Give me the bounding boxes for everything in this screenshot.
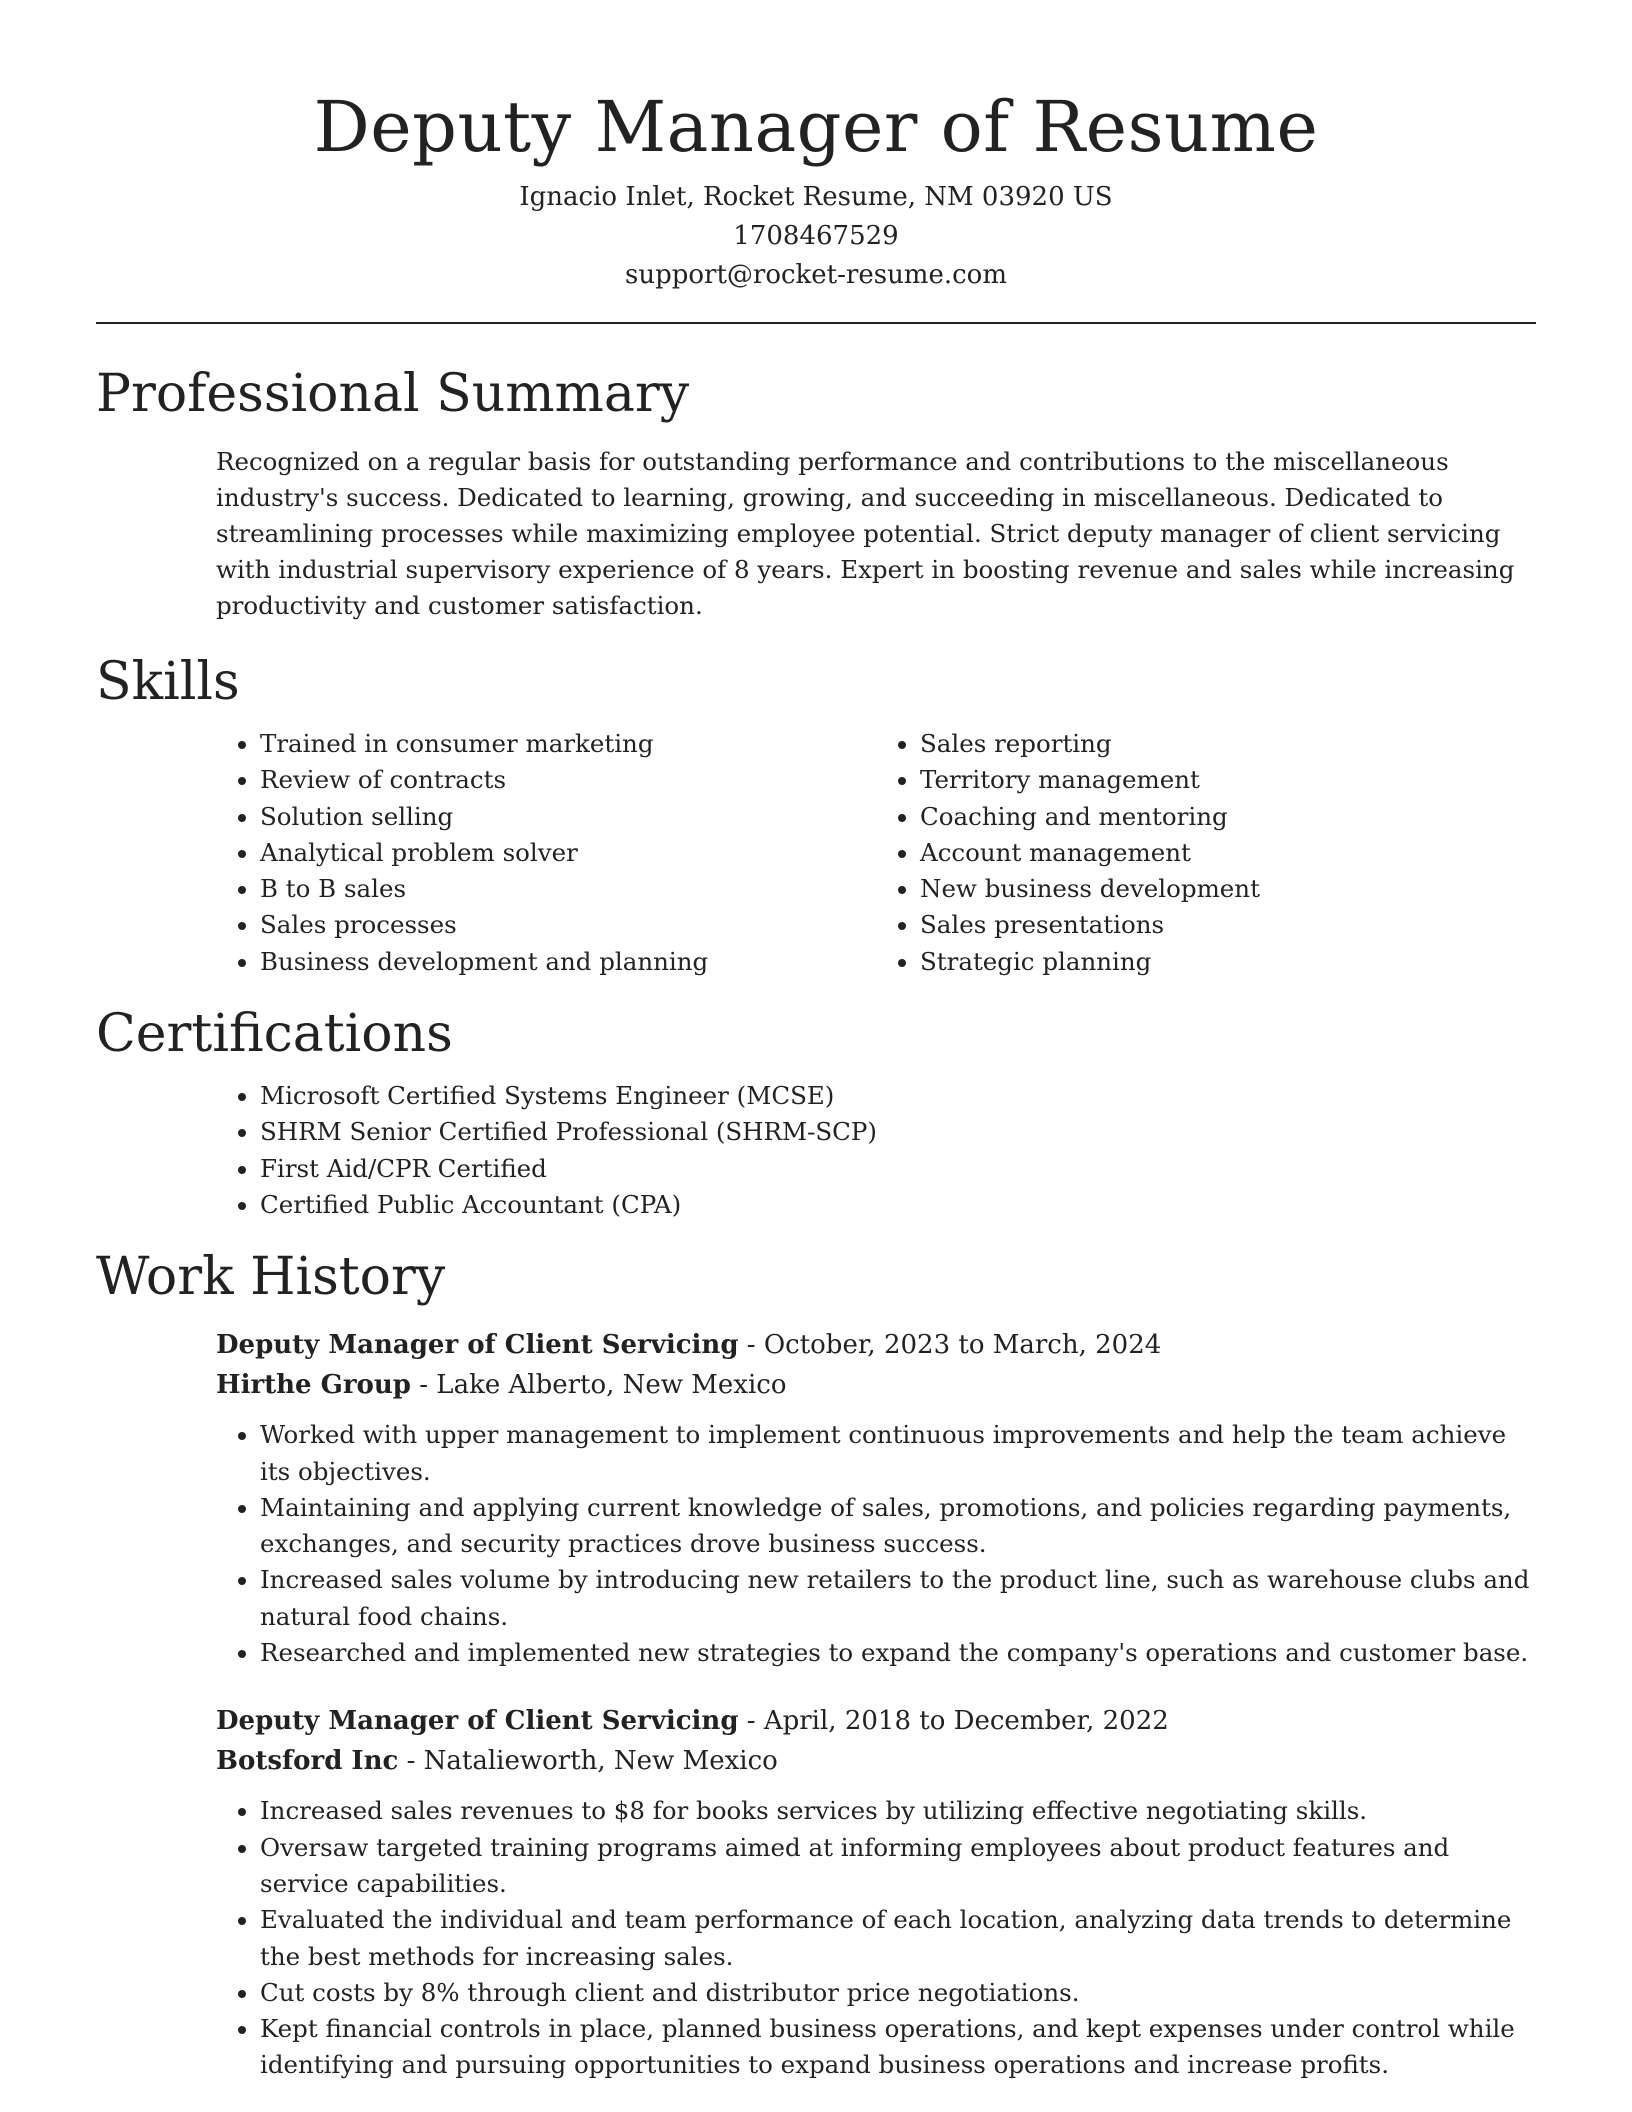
job-bullet: • Evaluated the individual and team performance of each location, analyzing data trends to determine the best methods for increasing sales. — [260, 1902, 1536, 1975]
job-company-line — [216, 1741, 1536, 1781]
skills-columns — [216, 726, 1536, 980]
resume-name: Deputy Manager of Resume — [313, 86, 1319, 168]
skill-item: • Analytical problem solver — [260, 835, 876, 871]
contact-phone: 1708467529 — [733, 221, 899, 251]
skill-item: • Strategic planning — [920, 944, 1536, 980]
certification-item: • SHRM Senior Certified Professional (SHRM-SCP) — [260, 1114, 1536, 1150]
job-location: - Natalieworth, New Mexico — [398, 1746, 778, 1777]
certification-item: • Certified Public Accountant (CPA) — [260, 1187, 1536, 1223]
job-entry — [216, 1701, 1536, 2083]
skill-item: • Sales presentations — [920, 907, 1536, 943]
contact-email: support@rocket-resume.com — [624, 260, 1007, 290]
job-bullets — [216, 1417, 1536, 1671]
skill-item: • Account management — [920, 835, 1536, 871]
job-location: - Lake Alberto, New Mexico — [410, 1370, 787, 1401]
summary-text: Recognized on a regular basis for outstanding performance and contributions to the miscellaneous industry's success. Dedicated to learning, growing, and succeeding in miscellaneous. Dedicated to streamlining processes while maximizing employee potential. Strict deputy manager of client servicing with industrial supervisory experience of 8 years. Expert in boosting revenue and sales while increasing productivity and customer satisfaction. — [216, 447, 1515, 620]
job-bullet: • Maintaining and applying current knowledge of sales, promotions, and policies regarding payments, exchanges, and security practices drove business success. — [260, 1490, 1536, 1563]
skill-item: • Business development and planning — [260, 944, 876, 980]
job-dates: - April, 2018 to December, 2022 — [738, 1706, 1169, 1737]
contact-block — [96, 178, 1536, 295]
job-bullet: • Worked with upper management to implement continuous improvements and help the team achieve its objectives. — [260, 1417, 1536, 1490]
job-bullet: • Kept financial controls in place, planned business operations, and kept expenses under control while identifying and pursuing opportunities to expand business operations and increase profits. — [260, 2011, 1536, 2084]
skill-item: • Coaching and mentoring — [920, 799, 1536, 835]
job-bullet: • Researched and implemented new strategies to expand the company's operations and customer base. — [260, 1635, 1536, 1671]
skill-item: • B to B sales — [260, 871, 876, 907]
contact-address: Ignacio Inlet, Rocket Resume, NM 03920 US — [519, 182, 1113, 212]
job-company-line — [216, 1365, 1536, 1405]
job-bullet: • Increased sales volume by introducing new retailers to the product line, such as warehouse clubs and natural food chains. — [260, 1562, 1536, 1635]
job-company: Hirthe Group — [216, 1370, 411, 1401]
job-bullet: • Oversaw targeted training programs aimed at informing employees about product features and service capabilities. — [260, 1830, 1536, 1903]
job-bullets — [216, 1793, 1536, 2083]
job-role: Deputy Manager of Client Servicing — [216, 1330, 739, 1361]
skills-list-right — [876, 726, 1536, 980]
certifications-heading: Certifications — [96, 1004, 453, 1065]
job-role-line — [216, 1325, 1536, 1365]
job-role-line — [216, 1701, 1536, 1741]
job-bullet: • Cut costs by 8% through client and distributor price negotiations. — [260, 1975, 1536, 2011]
work-history-heading: Work History — [96, 1247, 446, 1308]
skills-heading: Skills — [96, 652, 240, 712]
skill-item: • Review of contracts — [260, 762, 876, 798]
skill-item: • New business development — [920, 871, 1536, 907]
skill-item: • Solution selling — [260, 799, 876, 835]
header-divider — [96, 322, 1536, 324]
skill-item: • Sales processes — [260, 907, 876, 943]
skill-item: • Trained in consumer marketing — [260, 726, 876, 762]
job-bullet: • Increased sales revenues to $8 for books services by utilizing effective negotiating skills. — [260, 1793, 1536, 1829]
certifications-list — [216, 1078, 1536, 1223]
job-role: Deputy Manager of Client Servicing — [216, 1706, 739, 1737]
job-dates: - October, 2023 to March, 2024 — [738, 1330, 1162, 1361]
skill-item: • Territory management — [920, 762, 1536, 798]
certification-item: • Microsoft Certified Systems Engineer (MCSE) — [260, 1078, 1536, 1114]
job-entry — [216, 1325, 1536, 1671]
certification-item: • First Aid/CPR Certified — [260, 1151, 1536, 1187]
skill-item: • Sales reporting — [920, 726, 1536, 762]
resume-page — [96, 0, 1536, 2084]
summary-heading: Professional Summary — [96, 364, 690, 424]
skills-list-left — [216, 726, 876, 980]
job-company: Botsford Inc — [216, 1746, 399, 1777]
